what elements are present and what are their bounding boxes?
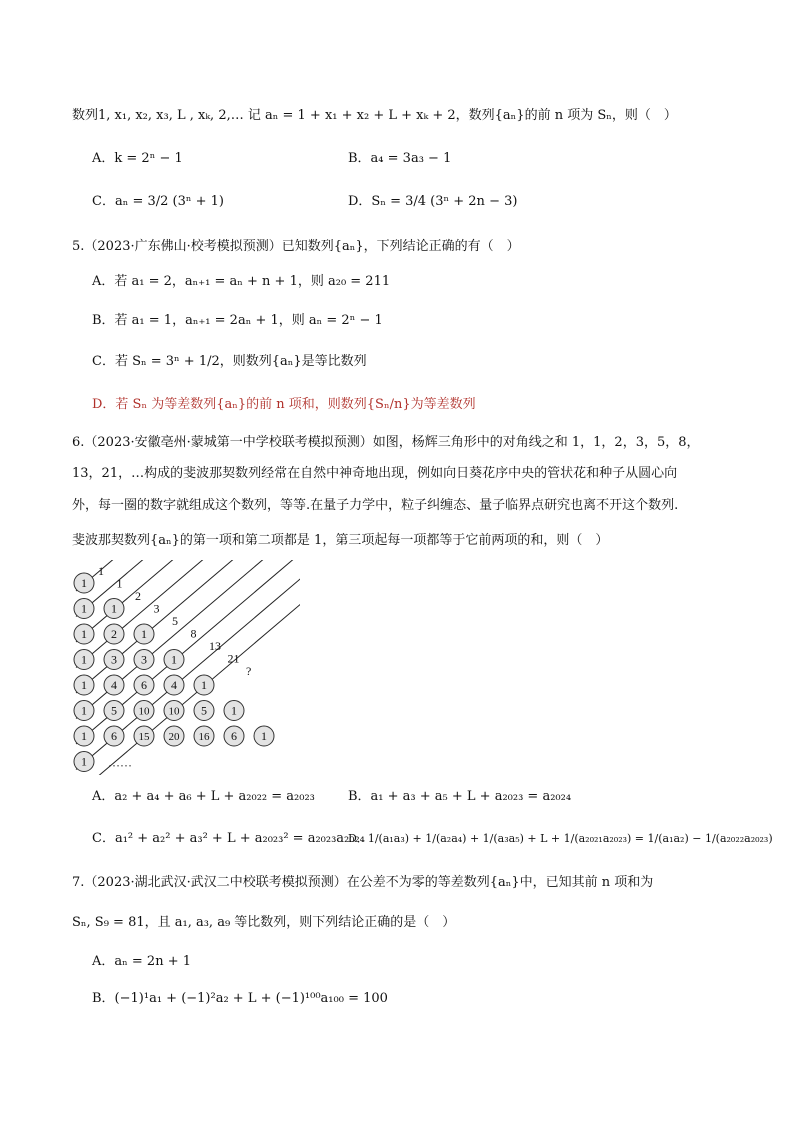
triangle-cell-number: 1 bbox=[81, 576, 87, 590]
diagonal-sum-label: 1 bbox=[98, 564, 104, 578]
diagonal-sum-label: 1 bbox=[116, 576, 123, 591]
triangle-cell-number: 1 bbox=[81, 627, 87, 641]
q6-line-2: 13，21，…构成的斐波那契数列经常在自然中神奇地出现，例如向日葵花序中央的管状花和种子从圆心向 bbox=[72, 466, 678, 481]
triangle-cell-number: 1 bbox=[81, 601, 87, 616]
triangle-cell-number: 5 bbox=[201, 703, 207, 718]
diagonal-sum-label: 21 bbox=[227, 651, 240, 666]
triangle-cell-number: 6 bbox=[141, 678, 147, 692]
q4-option-c: C．aₙ = 3/2 (3ⁿ + 1) bbox=[92, 194, 224, 209]
q5-option-b: B．若 a₁ = 1，aₙ₊₁ = 2aₙ + 1，则 aₙ = 2ⁿ − 1 bbox=[92, 313, 383, 328]
triangle-cell-number: 4 bbox=[111, 678, 117, 692]
q6-option-c: C．a₁² + a₂² + a₃² + L + a₂₀₂₃² = a₂₀₂₃a₂₀₂₄ bbox=[92, 831, 365, 846]
q6-line-4: 斐波那契数列{aₙ}的第一项和第二项都是 1，第三项起每一项都等于它前两项的和，则（ ） bbox=[72, 533, 609, 548]
triangle-cell-number: 5 bbox=[111, 703, 117, 718]
triangle-cell-number: 1 bbox=[111, 601, 117, 616]
triangle-cell-number: 1 bbox=[231, 703, 237, 718]
triangle-cell-number: 10 bbox=[138, 705, 150, 718]
diagonal-sum-label: 3 bbox=[153, 601, 160, 616]
triangle-cell-number: 1 bbox=[201, 678, 207, 692]
triangle-cell-number: 15 bbox=[138, 731, 150, 743]
q6-option-d: D．1/(a₁a₃) + 1/(a₂a₄) + 1/(a₃a₅) + L + 1/(a₂₀₂₁a₂₀₂₃) = 1/(a₁a₂) − 1/(a₂₀₂₂a₂₀₂₃) bbox=[348, 832, 773, 845]
triangle-ellipsis: …… bbox=[108, 755, 132, 770]
triangle-cell-number: 1 bbox=[81, 678, 87, 692]
diagonal-sum-label: 13 bbox=[209, 639, 221, 653]
triangle-cell-number: 3 bbox=[141, 652, 147, 667]
q7-option-a: A．aₙ = 2n + 1 bbox=[92, 954, 191, 969]
q6-line-1: 6.（2023·安徽亳州·蒙城第一中学校联考模拟预测）如图，杨辉三角形中的对角线之和 1，1，2，3，5，8， bbox=[72, 435, 700, 450]
triangle-cell-number: 6 bbox=[111, 729, 117, 743]
diagonal-sum-label: 5 bbox=[172, 614, 178, 628]
q4-option-b: B．a₄ = 3a₃ − 1 bbox=[348, 151, 452, 166]
q5-option-c: C．若 Sₙ = 3ⁿ + 1/2，则数列{aₙ}是等比数列 bbox=[92, 354, 367, 369]
q6-line-3: 外，每一圈的数字就组成这个数列，等等.在量子力学中，粒子纠缠态、量子临界点研究也离不开这个数列. bbox=[72, 498, 679, 513]
q7-line-2: Sₙ, S₉ = 81，且 a₁, a₃, a₉ 等比数列，则下列结论正确的是（ ） bbox=[72, 915, 456, 930]
triangle-cell-number: 6 bbox=[231, 729, 237, 743]
triangle-cell-number: 1 bbox=[171, 652, 177, 667]
triangle-cell-number: 1 bbox=[141, 627, 147, 641]
triangle-cell-number: 16 bbox=[198, 731, 210, 743]
pascal-triangle-figure bbox=[60, 560, 300, 775]
diagonal-sum-label: ? bbox=[246, 664, 252, 678]
q5-option-a: A．若 a₁ = 2，aₙ₊₁ = aₙ + n + 1，则 a₂₀ = 211 bbox=[92, 274, 391, 289]
q7-option-b: B．(−1)¹a₁ + (−1)²a₂ + L + (−1)¹⁰⁰a₁₀₀ = 100 bbox=[92, 991, 388, 1006]
triangle-cell-number: 1 bbox=[81, 729, 87, 743]
triangle-cell-number: 10 bbox=[168, 705, 180, 718]
triangle-cell-number: 3 bbox=[111, 652, 117, 667]
q5-stem: 5.（2023·广东佛山·校考模拟预测）已知数列{aₙ}，下列结论正确的有（ ） bbox=[72, 239, 520, 254]
diagonal-sum-label: 2 bbox=[135, 589, 141, 603]
q5-option-d: D．若 Sₙ 为等差数列{aₙ}的前 n 项和，则数列{Sₙ/n}为等差数列 bbox=[92, 397, 476, 412]
q4-stem: 数列1, x₁, x₂, x₃, L , xₖ, 2,… 记 aₙ = 1 + x₁ + x₂ + L + xₖ + 2，数列{aₙ}的前 n 项为 Sₙ，则（ ） bbox=[72, 108, 677, 123]
triangle-cell-number: 1 bbox=[261, 729, 267, 743]
triangle-cell-number: 20 bbox=[168, 731, 180, 743]
q4-option-a: A．k = 2ⁿ − 1 bbox=[92, 151, 183, 166]
diagonal-sum-label: 8 bbox=[190, 626, 197, 641]
q7-line-1: 7.（2023·湖北武汉·武汉二中校联考模拟预测）在公差不为零的等差数列{aₙ}中，已知其前 n 项和为 bbox=[72, 875, 654, 890]
triangle-cell-number: 1 bbox=[81, 703, 87, 718]
q6-option-a: A．a₂ + a₄ + a₆ + L + a₂₀₂₂ = a₂₀₂₃ bbox=[92, 789, 315, 804]
q6-option-b: B．a₁ + a₃ + a₅ + L + a₂₀₂₃ = a₂₀₂₄ bbox=[348, 789, 572, 804]
triangle-cell-number: 2 bbox=[111, 627, 117, 641]
triangle-cell-number: 4 bbox=[171, 678, 177, 692]
q4-option-d: D．Sₙ = 3/4 (3ⁿ + 2n − 3) bbox=[348, 194, 518, 209]
triangle-cell-number: 1 bbox=[81, 652, 87, 667]
triangle-cell-number: 1 bbox=[81, 754, 87, 769]
